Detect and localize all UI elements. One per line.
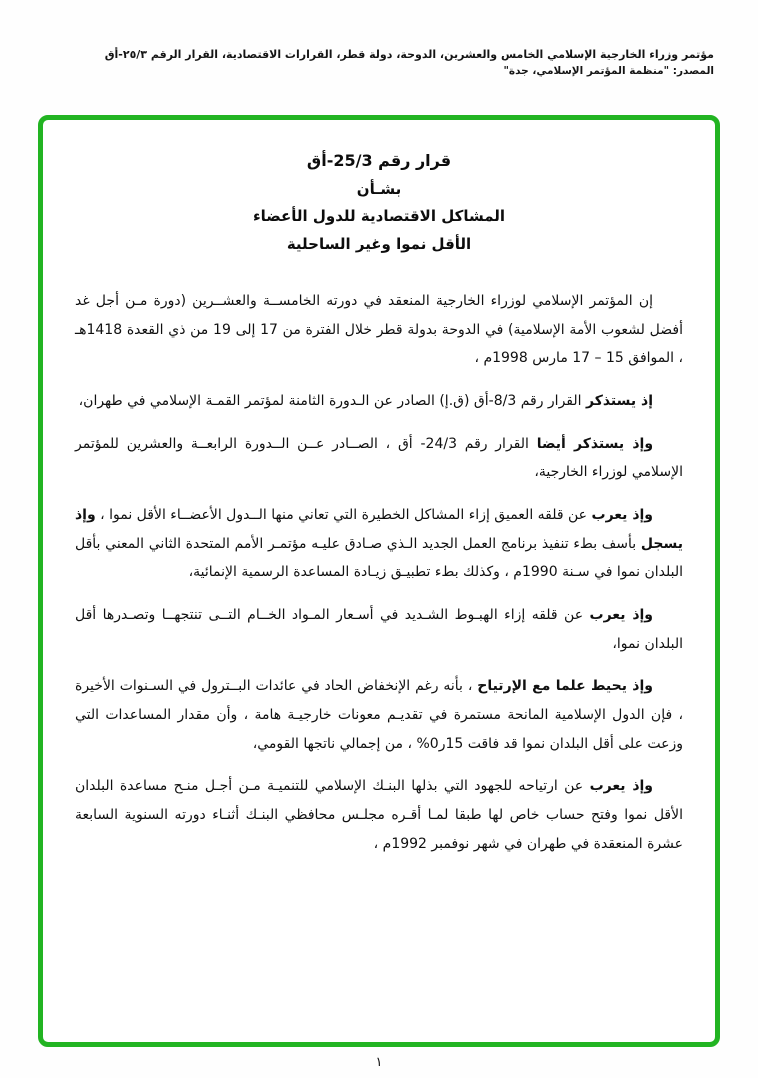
paragraph-lead-in: وإذ يحيط علما مع الإرتياح — [477, 678, 653, 695]
paragraph-text: بأسف بطء تنفيذ برنامج العمل الجديد الـذي صـادق عليـه مؤتمـر الأمم المتحدة الثاني المعني بأقل البلدان نموا في سـنة 1990م ، وكذلك بطء تطبيـق زيـادة المساعدة الرسمية الإنمائية، — [75, 535, 683, 581]
resolution-subject-label: بشـأن — [356, 179, 402, 198]
paragraph-lead-in: وإذ يستذكر أيضا — [536, 435, 654, 452]
header-source-line-2: المصدر: "منظمة المؤتمر الإسلامي، جدة" — [503, 65, 714, 78]
paragraph-text: إن المؤتمر الإسلامي لوزراء الخارجية المنعقد في دورته الخامســة والعشــرين (دورة مـن أجل غد أفضل لشعوب الأمة الإسلامية) في الدوحة بدولة قطر خلال الفترة من 17 إلى 19 من ذي القعدة 1418هـ ، الموافق 15 – 17 مارس 1998م ، — [75, 292, 683, 367]
paragraph — [75, 287, 683, 373]
resolution-subject-line-1: المشاكل الاقتصادية للدول الأعضاء — [252, 207, 506, 226]
paragraph — [75, 601, 683, 658]
paragraph — [75, 672, 683, 758]
paragraph-text: القرار رقم 8/3-أق (ق.إ) الصادر عن الـدورة الثامنة لمؤتمر القمـة الإسلامي في طهران، — [78, 392, 586, 409]
paragraph-lead-in: وإذ يسجل — [75, 506, 683, 552]
paragraph-lead-in: وإذ يعرب — [589, 778, 654, 795]
document-header — [60, 46, 714, 79]
resolution-number: قرار رقم 25/3-أق — [306, 151, 452, 170]
paragraph — [75, 501, 683, 587]
paragraph-lead-in: وإذ يعرب — [589, 607, 654, 624]
paragraph — [75, 430, 683, 487]
paragraph — [75, 387, 683, 416]
header-source-line-1: مؤتمر وزراء الخارجية الإسلامي الخامس والعشرين، الدوحة، دولة قطر، القرارات الاقتصادية، القرار الرقم ٢٥/٣-أق — [104, 48, 714, 61]
paragraph-text: القرار رقم 24/3- أق ، الصــادر عــن الــدورة الرابعــة والعشرين للمؤتمر الإسلامي لوزراء الخارجية، — [75, 435, 683, 481]
paragraph — [75, 772, 683, 858]
page-number: ١ — [375, 1055, 383, 1070]
resolution-frame — [38, 115, 720, 1047]
paragraph-text: ، بأنه رغم الإنخفاض الحاد في عائدات البــترول في السـنوات الأخيرة ، فإن الدول الإسلامية المانحة مستمرة في تقديـم معونات خارجيـة هامة ، وأن مقدار المساعدات التي وزعت على أقل البلدان نموا قد فاقت 15ر0% ، من إجمالي ناتجها القومي، — [75, 678, 683, 752]
document-body — [75, 287, 683, 859]
paragraph-lead-in: وإذ يعرب — [591, 506, 653, 523]
paragraph-lead-in: إذ يستذكر — [585, 392, 653, 409]
resolution-subject-line-2: الأقل نموا وغير الساحلية — [286, 235, 472, 254]
resolution-title-block — [75, 146, 683, 259]
paragraph-text: عن ارتياحه للجهود التي بذلها البنـك الإسلامي للتنميـة مـن أجـل منـح مساعدة البلدان الأقل نموا وفتح حساب خاص لها طبقا لمـا أقـره مجلـس محافظي البنـك أثنـاء دورته السنوية السابعة عشرة المنعقدة في طهران في شهر نوفمبر 1992م ، — [75, 778, 683, 852]
paragraph-text: عن قلقه إزاء الهبـوط الشـديد في أسـعار المـواد الخــام التــى تنتجهــا وتصـدرها أقل البلدان نموا، — [75, 607, 683, 652]
paragraph-text: عن قلقه العميق إزاء المشاكل الخطيرة التي تعاني منها الــدول الأعضــاء الأقل نموا ، — [95, 506, 592, 523]
